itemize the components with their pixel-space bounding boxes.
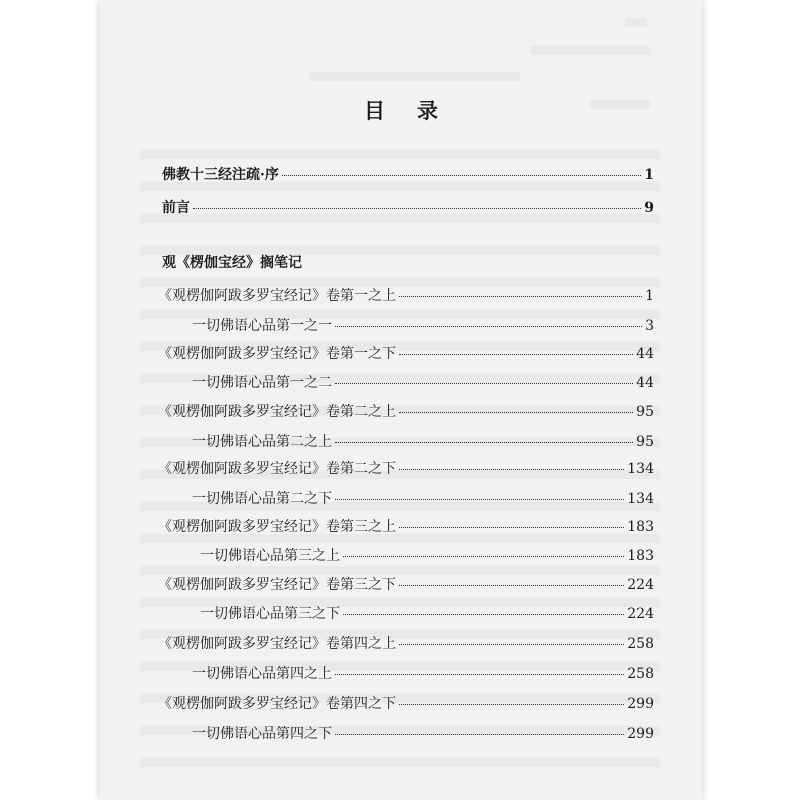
toc-entry-page: 258 bbox=[627, 636, 654, 652]
toc-entry-label: 《观楞伽阿跋多罗宝经记》卷第二之下 bbox=[158, 461, 396, 477]
dot-leader bbox=[399, 296, 642, 297]
toc-entry-volume[interactable] bbox=[158, 516, 654, 536]
toc-entry-label: 《观楞伽阿跋多罗宝经记》卷第三之上 bbox=[158, 519, 396, 535]
toc-entry-volume[interactable] bbox=[158, 401, 654, 421]
dot-leader bbox=[399, 585, 624, 586]
toc-entry-page: 258 bbox=[627, 666, 654, 682]
toc-entry-page: 44 bbox=[636, 346, 654, 362]
toc-entry-label: 《观楞伽阿跋多罗宝经记》卷第一之上 bbox=[158, 288, 396, 304]
toc-entry-label: 一切佛语心品第三之下 bbox=[200, 606, 340, 622]
toc-entry-volume[interactable] bbox=[158, 574, 654, 594]
toc-entry-chapter[interactable] bbox=[192, 663, 654, 683]
dot-leader bbox=[399, 704, 624, 705]
dot-leader bbox=[335, 442, 633, 443]
toc-entry-chapter[interactable] bbox=[200, 603, 654, 623]
dot-leader bbox=[399, 469, 624, 470]
toc-entry-label: 一切佛语心品第二之上 bbox=[192, 434, 332, 450]
toc-entry-page: 1 bbox=[644, 167, 654, 183]
dot-leader bbox=[399, 527, 624, 528]
section-heading: 观《楞伽宝经》搁笔记 bbox=[162, 255, 302, 271]
dot-leader bbox=[335, 383, 633, 384]
toc-entry-volume[interactable] bbox=[158, 458, 654, 478]
toc-entry-page: 3 bbox=[645, 318, 654, 334]
toc-entry-chapter[interactable] bbox=[200, 545, 654, 565]
toc-entry-volume[interactable] bbox=[158, 343, 654, 363]
page-title: 目录 bbox=[364, 98, 470, 123]
toc-entry-page: 183 bbox=[627, 548, 654, 564]
toc-entry-chapter[interactable] bbox=[192, 315, 654, 335]
toc-entry-preface[interactable] bbox=[162, 164, 654, 184]
toc-entry-page: 134 bbox=[627, 491, 654, 507]
toc-entry-volume[interactable] bbox=[158, 633, 654, 653]
dot-leader bbox=[399, 412, 633, 413]
toc-entry-page: 299 bbox=[627, 726, 654, 742]
toc-entry-page: 9 bbox=[644, 200, 654, 216]
toc-entry-chapter[interactable] bbox=[192, 431, 654, 451]
toc-entry-label: 《观楞伽阿跋多罗宝经记》卷第二之上 bbox=[158, 404, 396, 420]
dot-leader bbox=[399, 354, 633, 355]
dot-leader bbox=[193, 208, 641, 209]
toc-entry-label: 《观楞伽阿跋多罗宝经记》卷第三之下 bbox=[158, 577, 396, 593]
toc-entry-page: 134 bbox=[627, 461, 654, 477]
dot-leader bbox=[343, 556, 624, 557]
toc-entry-label: 一切佛语心品第四之下 bbox=[192, 726, 332, 742]
dot-leader bbox=[343, 614, 624, 615]
toc-entry-label: 一切佛语心品第二之下 bbox=[192, 491, 332, 507]
toc-entry-page: 224 bbox=[627, 606, 654, 622]
toc-entry-label: 《观楞伽阿跋多罗宝经记》卷第四之上 bbox=[158, 636, 396, 652]
toc-entry-label: 一切佛语心品第一之一 bbox=[192, 318, 332, 334]
toc-entry-volume[interactable] bbox=[158, 693, 654, 713]
toc-entry-volume[interactable] bbox=[158, 285, 654, 305]
toc-entry-page: 224 bbox=[627, 577, 654, 593]
dot-leader bbox=[335, 734, 624, 735]
toc-entry-label: 《观楞伽阿跋多罗宝经记》卷第一之下 bbox=[158, 346, 396, 362]
toc-entry-label: 一切佛语心品第一之二 bbox=[192, 375, 332, 391]
toc-entry-page: 299 bbox=[627, 696, 654, 712]
toc-entry-page: 183 bbox=[627, 519, 654, 535]
toc-entry-label: 《观楞伽阿跋多罗宝经记》卷第四之下 bbox=[158, 696, 396, 712]
toc-entry-label: 一切佛语心品第四之上 bbox=[192, 666, 332, 682]
toc-entry-chapter[interactable] bbox=[192, 372, 654, 392]
toc-entry-chapter[interactable] bbox=[192, 488, 654, 508]
dot-leader bbox=[282, 175, 641, 176]
dot-leader bbox=[335, 499, 624, 500]
dot-leader bbox=[399, 644, 624, 645]
toc-entry-label: 佛教十三经注疏·序 bbox=[162, 167, 279, 183]
toc-entry-page: 44 bbox=[636, 375, 654, 391]
toc-entry-page: 1 bbox=[645, 288, 654, 304]
toc-entry-label: 一切佛语心品第三之上 bbox=[200, 548, 340, 564]
dot-leader bbox=[335, 674, 624, 675]
toc-entry-chapter[interactable] bbox=[192, 723, 654, 743]
toc-entry-page: 95 bbox=[636, 434, 654, 450]
toc-entry-foreword[interactable] bbox=[162, 197, 654, 217]
toc-entry-label: 前言 bbox=[162, 200, 190, 216]
book-page bbox=[100, 0, 702, 800]
dot-leader bbox=[335, 326, 642, 327]
toc-entry-page: 95 bbox=[636, 404, 654, 420]
